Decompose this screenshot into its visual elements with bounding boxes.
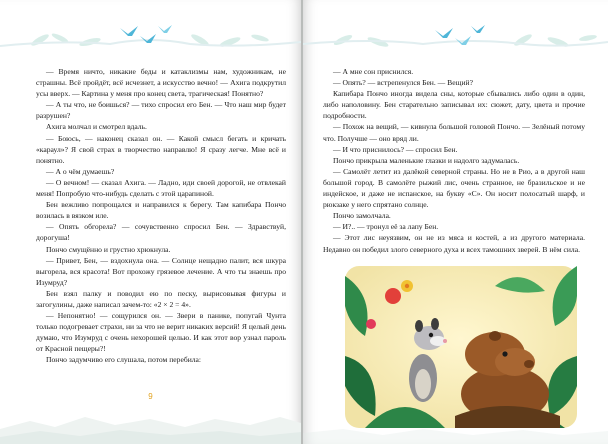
left-page [0, 0, 301, 444]
header-ornament [303, 0, 608, 60]
paragraph: — И?.. — тронул её за лапу Бен. [333, 222, 439, 232]
header-ornament [0, 0, 301, 60]
right-page-text [323, 66, 585, 255]
paragraph: — Непонятно! — сощурился он. — Звери в панике, попугай Чунта только подогревает страхи, ни за что не верит никаких версий! Я целый день думаю, что Изумруд с очень нехорошей целью. И как этот вор узнал пароль от Красной пещеры?! [36, 311, 286, 354]
paragraph: — Боюсь, — наконец сказал он. — Какой смысл бегать и кричать «караул»? Я свой страх в творчество направлю! Я сразу легче. Мне всё и понятно. [36, 133, 286, 165]
paragraph: — А мне сон приснился. [333, 67, 414, 76]
footer-ornament [303, 389, 608, 444]
paragraph: — Самолёт летит из далёкой северной страны. Но не в Рио, а в другой наш большой город. В самолёте рыжий лис, очень странное, не бразильское и не индейское, и даже не испанское, на букву «С». Он носит полосатый шарф, и рюкзаке у него спрятано солнце. [323, 166, 585, 210]
left-page-text [36, 66, 286, 366]
paragraph: — Привет, Бен, — вздохнула она. — Солнце нещадно палит, вся шкура выгорела, вся красота! Вот прохожу грязевое лечение. А что ты знаешь про Изумруд? [36, 255, 286, 287]
paragraph: Ахига молчал и смотрел вдаль. [46, 122, 147, 132]
paragraph: — И что приснилось? — спросил Бен. [333, 144, 458, 154]
paragraph: — Опять? — встрепенулся Бен. — Вещий? [333, 78, 473, 88]
paragraph: Пончо смущённо и грустно хрюкнула. [46, 244, 171, 254]
paragraph: Пончо замолчала. [333, 211, 391, 221]
paragraph: — Этот лис неуязвим, он не из мяса и костей, а из другого материала. Недавно он победил злого северного духа и всех тамошних зверей. В нём сила. [323, 233, 585, 254]
paragraph: Капибара Пончо иногда видела сны, которые сбывались либо один в один, либо наполовину. Бен старательно записывал их: сюжет, дату, цвета и прочие подробности. [323, 89, 585, 121]
paragraph: Бен взял палку и поводил ею по песку, вырисовывая фигуры и загогулины, даже написал зачем-то: «2 × 2 = 4». [36, 288, 286, 309]
footer-ornament [0, 389, 301, 444]
right-page [303, 0, 608, 444]
paragraph: Бен вежливо попрощался и направился к берегу. Там капибара Пончо возилась в вязком иле. [36, 200, 286, 221]
paragraph: Пончо прикрыла маленькие глазки и надолго задумалась. [333, 155, 520, 165]
paragraph: — А ты что, не боишься? — тихо спросил его Бен. — Что наш мир будет разрушен? [36, 100, 286, 121]
page-number: 9 [148, 392, 153, 401]
paragraph: — Опять обгорела? — сочувственно спросил Бен. — Здравствуй, дорогуша! [36, 222, 286, 243]
paragraph: Пончо задумчиво его слушала, потом перебила: [46, 355, 202, 365]
paragraph: — А о чём думаешь? [46, 166, 115, 176]
paragraph: — Время ничто, никакие беды и катаклизмы нам, художникам, не страшны. Всё пройдёт, всё исчезнет, а искусство вечно! — Ахига подкрутил усы вверх. — Картина у меня про конец света, трагическая! Понятно? [36, 67, 286, 99]
paragraph: — Похож на вещий, — кивнула большой головой Пончо. — Зелёный потому что. Получше — оно вряд ли. [323, 122, 585, 143]
paragraph: — О вечном! — сказал Ахига. — Ладно, иди своей дорогой, не отвлекай меня! Попробую что-нибудь сделать с этой царапиной. [36, 177, 286, 199]
